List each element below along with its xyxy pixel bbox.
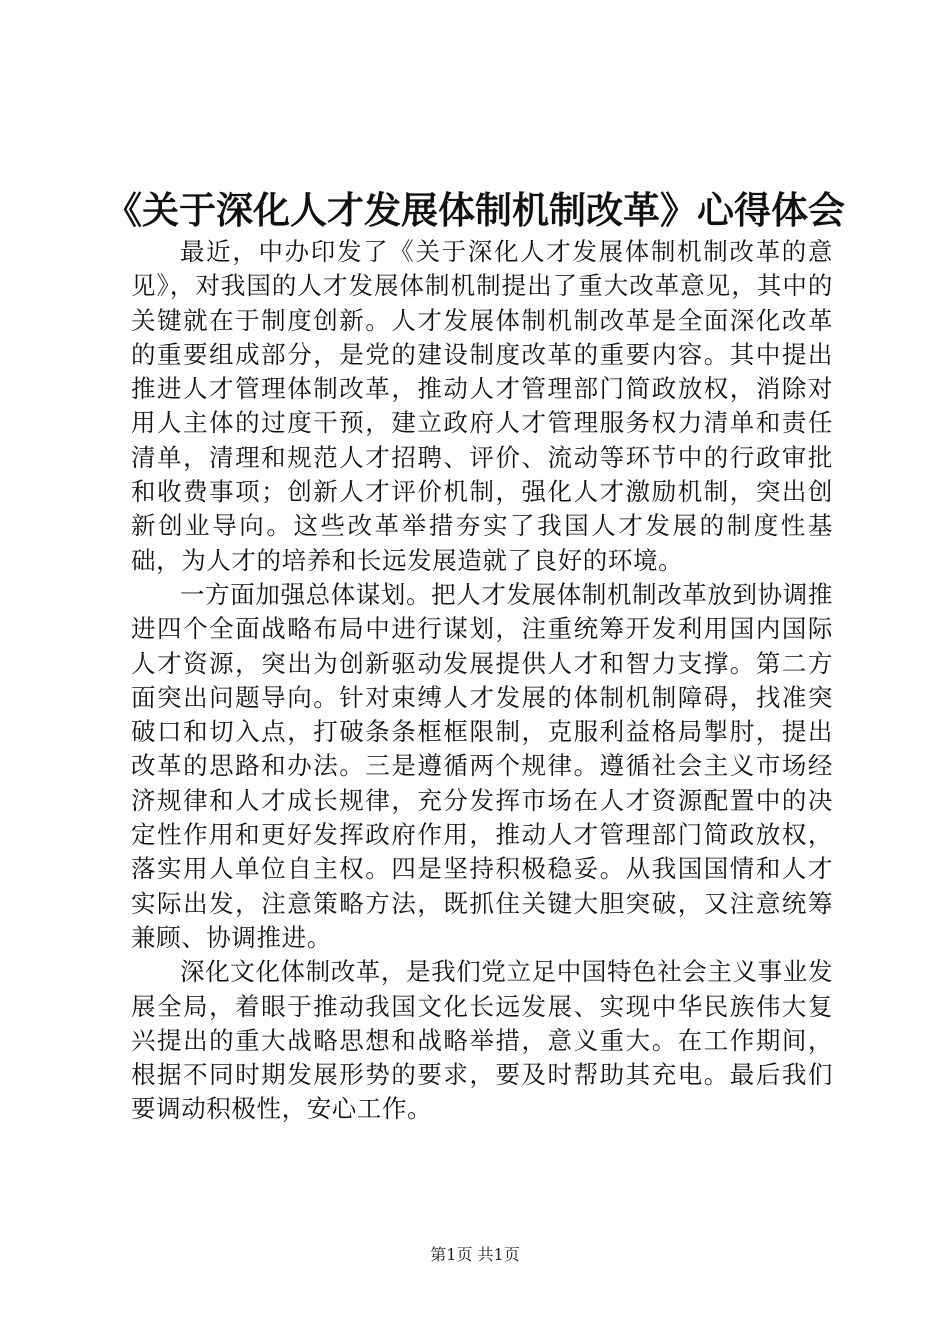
paragraph-2: 一方面加强总体谋划。把人才发展体制机制改革放到协调推进四个全面战略布局中进行谋划，注重统筹开发利用国内国际人才资源，突出为创新驱动发展提供人才和智力支撑。第二方面突出问题导向。针对束缚人才发展的体制机制障碍，找准突破口和切入点，打破条条框框限制，克服利益格局掣肘，提出改革的思路和办法。三是遵循两个规律。遵循社会主义市场经济规律和人才成长规律，充分发挥市场在人才资源配置中的决定性作用和更好发挥政府作用，推动人才管理部门简政放权，落实用人单位自主权。四是坚持积极稳妥。从我国国情和人才实际出发，注意策略方法，既抓住关键大胆突破，又注意统筹兼顾、协调推进。 <box>131 579 833 952</box>
paragraph-3: 深化文化体制改革，是我们党立足中国特色社会主义事业发展全局，着眼于推动我国文化长远发展、实现中华民族伟大复兴提出的重大战略思想和战略举措，意义重大。在工作期间，根据不同时期发展形势的要求，要及时帮助其充电。最后我们要调动积极性，安心工作。 <box>131 957 833 1124</box>
document-body <box>131 235 833 1127</box>
paragraph-1: 最近，中办印发了《关于深化人才发展体制机制改革的意见》，对我国的人才发展体制机制提出了重大改革意见，其中的关键就在于制度创新。人才发展体制机制改革是全面深化改革的重要组成部分，是党的建设制度改革的重要内容。其中提出推进人才管理体制改革，推动人才管理部门简政放权，消除对用人主体的过度干预，建立政府人才管理服务权力清单和责任清单，清理和规范人才招聘、评价、流动等环节中的行政审批和收费事项；创新人才评价机制，强化人才激励机制，突出创新创业导向。这些改革举措夯实了我国人才发展的制度性基础，为人才的培养和长远发展造就了良好的环境。 <box>131 237 833 575</box>
document-title: 《关于深化人才发展体制机制改革》心得体会 <box>105 188 845 232</box>
page-number-footer: 第1页 共1页 <box>430 1245 520 1264</box>
